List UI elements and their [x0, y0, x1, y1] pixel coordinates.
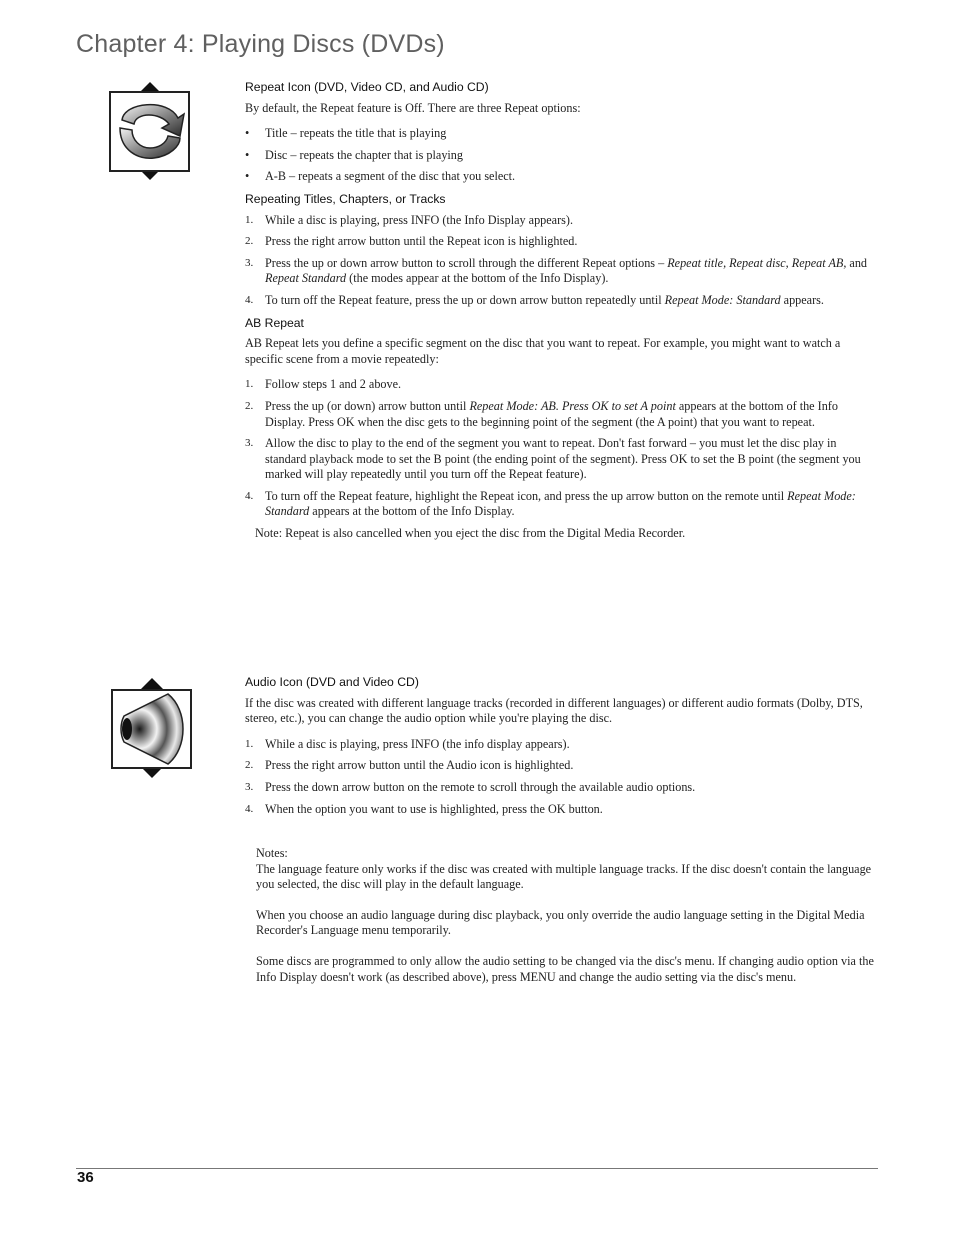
audio-heading: Audio Icon (DVD and Video CD) [245, 675, 419, 689]
ab-repeat-intro: AB Repeat lets you define a specific segment on the disc that you want to repeat. For example, you might want to watch a specific scene from a movie repeatedly: [245, 336, 841, 366]
list-item: 2. Press the up (or down) arrow button until Repeat Mode: AB. Press OK to set A point appears at the bottom of the Info Display. Press OK when the disc gets to the beginning point of the segment (the A point) that you want to repeat. [245, 398, 838, 429]
list-item: • Title – repeats the title that is playing [245, 126, 447, 141]
list-item: 2. Press the right arrow button until the Repeat icon is highlighted. [245, 234, 578, 249]
audio-intro: If the disc was created with different language tracks (recorded in different languages) or different audio formats (Dolby, DTS, stereo, etc.), you can change the audio option while you're playing the disc. [245, 695, 863, 726]
page-number: 36 [77, 1169, 94, 1186]
repeat-heading: Repeat Icon (DVD, Video CD, and Audio CD) [245, 80, 489, 94]
audio-notes [256, 846, 876, 985]
note-paragraph: The language feature only works if the disc was created with multiple language tracks. If the disc doesn't contain the language you selected, the disc will play in the default language. [256, 861, 872, 892]
list-item: 4. To turn off the Repeat feature, highlight the Repeat icon, and press the up arrow button on the remote until Repeat Mode: Standard appears at the bottom of the Info Display. [245, 488, 856, 519]
repeat-note: Note: Repeat is also cancelled when you eject the disc from the Digital Media Recorder. [255, 526, 686, 541]
ab-repeat-heading: AB Repeat [245, 315, 304, 330]
list-item: • Disc – repeats the chapter that is playing [245, 147, 463, 162]
note-paragraph: When you choose an audio language during disc playback, you only override the audio language setting in the Digital Media Recorder's Language menu temporarily. [256, 907, 865, 938]
notes-label: Notes: [256, 846, 288, 860]
list-item: 1. While a disc is playing, press INFO (the info display appears). [245, 736, 570, 751]
list-item: 3. Allow the disc to play to the end of the segment you want to repeat. Don't fast forward – you must let the disc play in standard playback mode to set the B point (the ending point of the segment). Press OK to set the B point (the segment you marked will play repeatedly until you turn off the Repeat feature). [245, 436, 861, 482]
list-item: 1. While a disc is playing, press INFO (the Info Display appears). [245, 212, 573, 227]
repeating-heading: Repeating Titles, Chapters, or Tracks [245, 191, 446, 206]
footer-rule [76, 1168, 878, 1169]
note-paragraph: Some discs are programmed to only allow the audio setting to be changed via the disc's menu. If changing audio option via the Info Display doesn't work (as described above), press MENU and change the audio setting via the disc's menu. [256, 953, 874, 984]
audio-section [245, 675, 877, 817]
list-item: • A-B – repeats a segment of the disc that you select. [245, 169, 516, 184]
list-item: 4. When the option you want to use is highlighted, press the OK button. [245, 801, 603, 816]
list-item: 3. Press the down arrow button on the remote to scroll through the available audio options. [245, 779, 696, 794]
list-item: 2. Press the right arrow button until the Audio icon is highlighted. [245, 758, 574, 773]
chapter-title: Chapter 4: Playing Discs (DVDs) [76, 30, 445, 58]
list-item: 4. To turn off the Repeat feature, press the up or down arrow button repeatedly until Repeat Mode: Standard appears. [245, 292, 824, 307]
repeat-section [245, 80, 877, 542]
list-item: 3. Press the up or down arrow button to scroll through the different Repeat options – Repeat title, Repeat disc, Repeat AB, and Repeat Standard (the modes appear at the bottom of the Info Display). [245, 255, 868, 286]
repeat-icon [108, 80, 192, 184]
list-item: 1. Follow steps 1 and 2 above. [245, 377, 402, 392]
repeat-intro: By default, the Repeat feature is Off. There are three Repeat options: [245, 100, 581, 115]
audio-icon [110, 676, 194, 782]
